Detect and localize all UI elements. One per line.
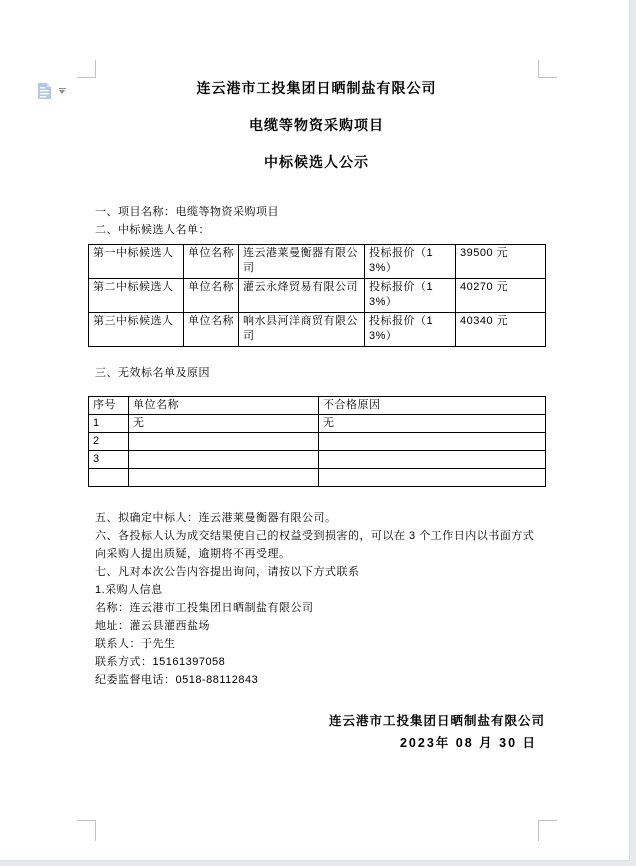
company-name-cell: 响水县河洋商贸有限公司	[239, 313, 365, 347]
buyer-address-line: 地址：灌云县灌西盐场	[95, 620, 210, 632]
reason-cell: 无	[319, 415, 546, 433]
price-label-cell: 投标报价（13%）	[365, 279, 456, 313]
unit-cell	[129, 433, 319, 451]
table-row	[89, 245, 546, 279]
unit-label-cell: 单位名称	[184, 313, 239, 347]
invalid-bids-table	[88, 396, 546, 487]
table-row	[89, 469, 546, 487]
paragraph-proposed-winner: 五、拟确定中标人：连云港莱曼衡器有限公司。	[95, 512, 337, 524]
paragraph-candidates-list-heading: 二、中标候选人名单：	[95, 224, 210, 236]
signature-date: 2023年 08 月 30 日	[399, 736, 537, 750]
paste-options-button[interactable]	[36, 82, 66, 100]
chevron-down-icon	[58, 88, 66, 94]
candidate-rank-cell: 第二中标候选人	[89, 279, 184, 313]
paragraph-project-name: 一、项目名称：电缆等物资采购项目	[95, 206, 279, 218]
crop-mark-top-right	[538, 60, 557, 78]
crop-mark-bottom-right	[538, 820, 557, 841]
crop-mark-bottom-left	[77, 820, 96, 841]
doc-title-company: 连云港市工投集团日晒制盐有限公司	[196, 80, 437, 96]
index-cell: 1	[89, 415, 129, 433]
header-cell-unit: 单位名称	[129, 397, 319, 415]
signature-block	[95, 710, 545, 754]
candidate-rank-cell: 第一中标候选人	[89, 245, 184, 279]
paste-options-icon	[36, 82, 53, 100]
supervision-phone-line: 纪委监督电话：0518-88112843	[95, 674, 259, 686]
price-label-cell: 投标报价（13%）	[365, 313, 456, 347]
buyer-phone-line: 联系方式：15161397058	[95, 656, 226, 668]
reason-cell	[319, 469, 546, 487]
company-name-cell: 灌云永烽贸易有限公司	[239, 279, 365, 313]
unit-cell	[129, 469, 319, 487]
header-cell-reason: 不合格原因	[319, 397, 546, 415]
index-cell	[89, 469, 129, 487]
paragraph-objection-notice: 六、各投标人认为成交结果使自己的权益受到损害的，可以在 3 个工作日内以书面方式向采购人提出质疑，逾期将不再受理。	[95, 530, 535, 560]
buyer-name-line: 名称：连云港市工投集团日晒制盐有限公司	[95, 602, 314, 614]
index-cell: 3	[89, 451, 129, 469]
reason-cell	[319, 451, 546, 469]
price-value-cell: 40270 元	[456, 279, 546, 313]
table-header-row	[89, 397, 546, 415]
table-row	[89, 451, 546, 469]
signature-company: 连云港市工投集团日晒制盐有限公司	[328, 714, 545, 728]
header-cell-index: 序号	[89, 397, 129, 415]
table-row	[89, 415, 546, 433]
paragraph-invalid-bids-heading: 三、无效标名单及原因	[95, 367, 210, 379]
doc-title-project: 电缆等物资采购项目	[249, 117, 384, 133]
doc-title-announcement: 中标候选人公示	[264, 154, 369, 170]
table-row	[89, 279, 546, 313]
table-row	[89, 433, 546, 451]
reason-cell	[319, 433, 546, 451]
unit-label-cell: 单位名称	[184, 245, 239, 279]
paragraph-contact-heading: 七、凡对本次公告内容提出询问，请按以下方式联系	[95, 566, 360, 578]
buyer-contact-line: 联系人：于先生	[95, 638, 176, 650]
price-label-cell: 投标报价（13%）	[365, 245, 456, 279]
unit-label-cell: 单位名称	[184, 279, 239, 313]
table-row	[89, 313, 546, 347]
buyer-info-heading: 1.采购人信息	[95, 584, 163, 596]
unit-cell	[129, 451, 319, 469]
company-name-cell: 连云港莱曼衡器有限公司	[239, 245, 365, 279]
price-value-cell: 39500 元	[456, 245, 546, 279]
price-value-cell: 40340 元	[456, 313, 546, 347]
index-cell: 2	[89, 433, 129, 451]
candidate-rank-cell: 第三中标候选人	[89, 313, 184, 347]
crop-mark-top-left	[77, 60, 96, 78]
unit-cell: 无	[129, 415, 319, 433]
candidates-table	[88, 244, 546, 347]
